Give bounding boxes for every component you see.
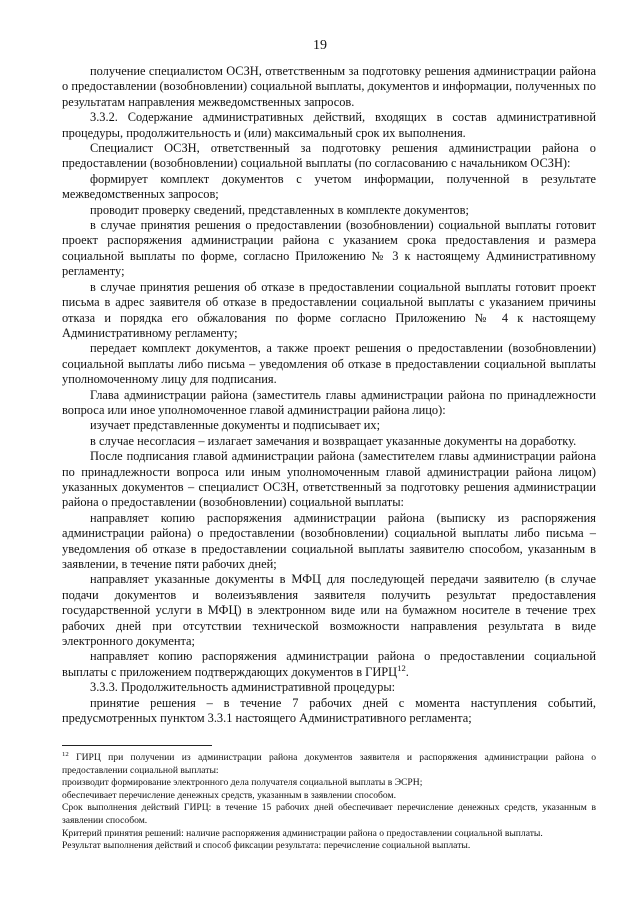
paragraph: направляет указанные документы в МФЦ для последующей передачи заявителю (в случае подачи документов и волеизъявления заявителя получить результат предоставления государственной услуги в МФЦ) в электронном виде или на бумажном носителе в течение трех рабочих дней при отсутствии технической возможности направления результата в виде электронного документа; [62,572,596,649]
footnote-number: 12 [62,750,69,758]
footnotes [62,752,596,853]
paragraph: в случае принятия решения об отказе в предоставлении социальной выплаты готовит проект письма в адрес заявителя об отказе в предоставлении социальной выплаты с указанием причины отказа и порядка его обжалования по форме согласно Приложению № 4 к настоящему Административному регламенту; [62,279,596,340]
paragraph: передает комплект документов, а также проект решения о предоставлении (возобновлении) социальной выплаты либо письма – уведомления об отказе в предоставлении социальной выплаты уполномоченному лицу для подписания. [62,341,596,387]
paragraph: принятие решения – в течение 7 рабочих дней с момента наступления событий, предусмотренных пунктом 3.3.1 настоящего Административного регламента; [62,695,596,726]
footnote-separator [62,745,212,746]
paragraph: Специалист ОСЗН, ответственный за подготовку решения администрации района о предоставлении (возобновлении) социальной выплаты (по согласованию с начальником ОСЗН): [62,141,596,171]
footnote-item: Критерий принятия решений: наличие распоряжения администрации района о предоставлении социальной выплаты. [62,827,543,839]
paragraph: в случае несогласия – излагает замечания и возвращает указанные документы на доработку. [90,433,577,448]
paragraph: в случае принятия решения о предоставлении (возобновлении) социальной выплаты готовит проект распоряжения администрации района с указанием срока предоставления и размера социальной выплаты по форме, согласно Приложению № 3 к настоящему Административному регламенту; [62,218,596,279]
paragraph: формирует комплект документов с учетом информации, полученной в результате межведомственных запросов; [62,171,596,202]
footnote-item: производит формирование электронного дела получателя социальной выплаты в ЭСРН; [62,777,423,789]
footnote-item: Срок выполнения действий ГИРЦ: в течение 15 рабочих дней обеспечивает перечисление денежных средств, указанным в заявлении способом. [62,802,596,826]
page-number: 19 [313,38,327,53]
body-text [62,64,596,726]
footnote-item [62,752,596,777]
paragraph-text: направляет копию распоряжения администрации района о предоставлении социальной выплаты с приложением подтверждающих документов в ГИРЦ [62,649,596,679]
paragraph: проводит проверку сведений, представленных в комплекте документов; [90,202,469,217]
footnote-reference[interactable]: 12 [397,662,406,673]
paragraph-with-footnote [62,649,596,680]
paragraph: получение специалистом ОСЗН, ответственным за подготовку решения администрации района о предоставлении (возобновлении) социальной выплаты, документов и информации, полученных по результатам направления межведомственных запросов. [62,64,596,109]
footnote-text: ГИРЦ при получении из администрации района документов заявителя и распоряжения администрации района о предоставлении социальной выплаты: [62,752,597,776]
paragraph: 3.3.3. Продолжительность административной процедуры: [90,680,396,695]
paragraph: После подписания главой администрации района (заместителем главы администрации района по принадлежности вопроса или иным уполномоченным главой администрации района лицом) указанных документов – специалист ОСЗН, ответственный за подготовку решения администрации района о предоставлении (возобновлении) социальной выплаты: [62,449,596,510]
footnote-item: обеспечивает перечисление денежных средств, указанным в заявлении способом. [62,789,396,801]
paragraph: Глава администрации района (заместитель главы администрации района по принадлежности вопроса или иное уполномоченное главой администрации района лицо): [62,387,596,417]
paragraph: изучает представленные документы и подписывает их; [90,418,381,433]
paragraph: 3.3.2. Содержание административных действий, входящих в состав административной процедуры, продолжительность и (или) максимальный срок их выполнения. [62,110,596,140]
footnote-item: Результат выполнения действий и способ фиксации результата: перечисление социальной выплаты. [62,840,471,852]
paragraph-tail: . [405,664,409,679]
paragraph: направляет копию распоряжения администрации района (выписку из распоряжения администрации района) о предоставлении (возобновлении) социальной выплаты либо письма – уведомления об отказе в предоставлении социальной выплаты заявителю способом, указанным в заявлении, в течение пяти рабочих дней; [62,510,596,571]
